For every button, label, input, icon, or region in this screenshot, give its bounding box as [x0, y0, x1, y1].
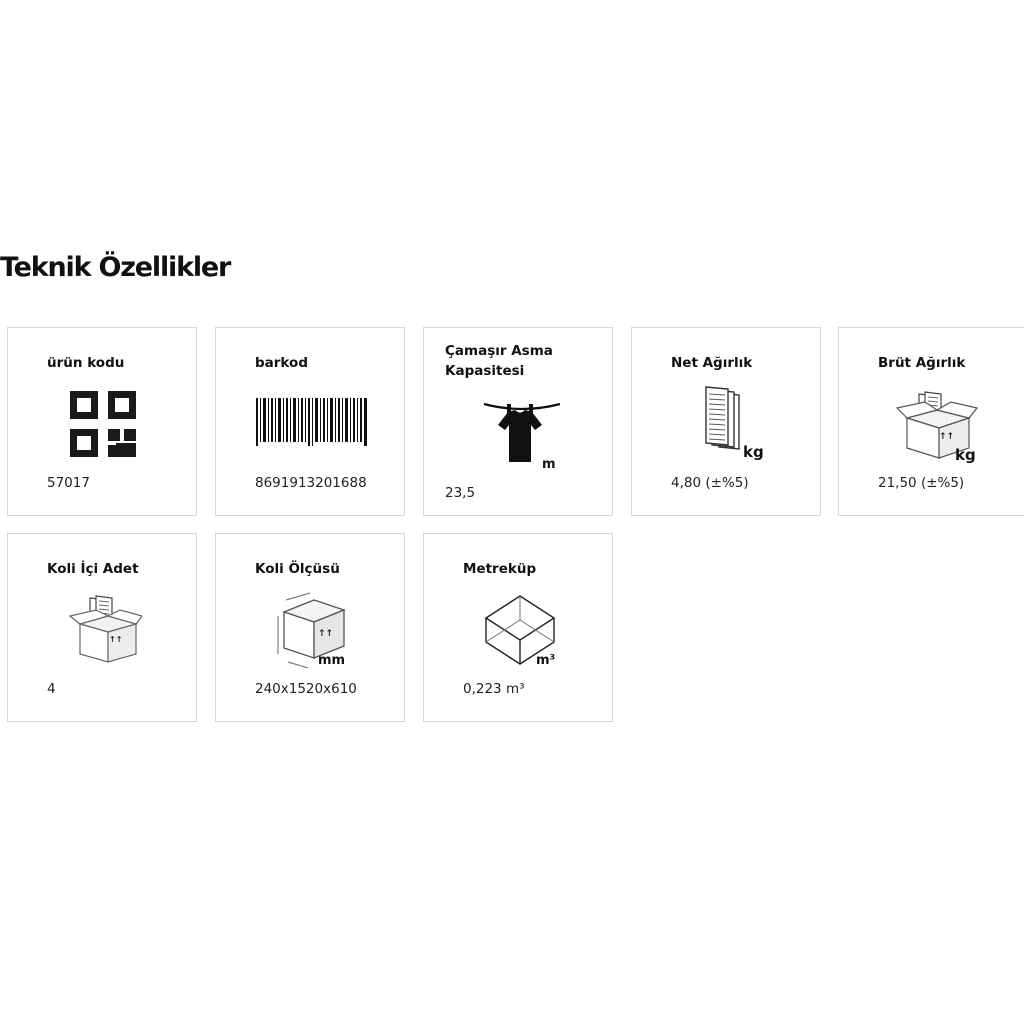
- qr-code-icon: [68, 389, 138, 459]
- spec-card-gross-weight: [838, 327, 1024, 516]
- spec-card-drying-capacity: [423, 327, 613, 516]
- spec-label: Koli Ölçüsü: [255, 561, 340, 577]
- spec-card-box-dimensions: [215, 533, 405, 722]
- spec-value: 4: [47, 681, 56, 697]
- spec-label: Koli İçi Adet: [47, 561, 139, 577]
- spec-label: Çamaşır Asma Kapasitesi: [445, 343, 553, 379]
- spec-card-net-weight: [631, 327, 821, 516]
- spec-label: Brüt Ağırlık: [878, 355, 966, 371]
- spec-value: 21,50 (±%5): [878, 475, 965, 491]
- svg-text:kg: kg: [955, 446, 976, 464]
- spec-card-volume: [423, 533, 613, 722]
- svg-text:↑↑: ↑↑: [318, 629, 334, 639]
- spec-label: ürün kodu: [47, 355, 125, 371]
- hanging-shirt-icon: [482, 398, 562, 470]
- spec-value: 57017: [47, 475, 90, 491]
- spec-card-barcode: [215, 327, 405, 516]
- spec-card-units-per-box: [7, 533, 197, 722]
- svg-text:m: m: [542, 457, 556, 470]
- page-title: Teknik Özellikler: [0, 252, 231, 283]
- open-box-icon: [68, 594, 142, 666]
- cube-volume-icon: [482, 592, 564, 668]
- spec-value: 240x1520x610: [255, 681, 357, 697]
- spec-value: 23,5: [445, 485, 476, 501]
- box-dimensions-icon: [274, 592, 354, 668]
- svg-text:mm: mm: [318, 653, 346, 668]
- spec-value: 0,223 m³: [463, 681, 525, 697]
- spec-label: Metreküp: [463, 561, 537, 577]
- spec-label: barkod: [255, 355, 308, 371]
- spec-value: 4,80 (±%5): [671, 475, 749, 491]
- svg-text:↑↑: ↑↑: [939, 432, 955, 442]
- spec-label: Net Ağırlık: [671, 355, 753, 371]
- spec-card-product-code: [7, 327, 197, 516]
- svg-text:kg: kg: [743, 443, 764, 461]
- svg-text:↑↑: ↑↑: [109, 635, 123, 644]
- spec-value: 8691913201688: [255, 475, 367, 491]
- gross-weight-box-icon: [895, 388, 979, 464]
- barcode-icon: [256, 398, 368, 446]
- net-weight-icon: [702, 385, 772, 465]
- svg-text:m³: m³: [536, 653, 556, 668]
